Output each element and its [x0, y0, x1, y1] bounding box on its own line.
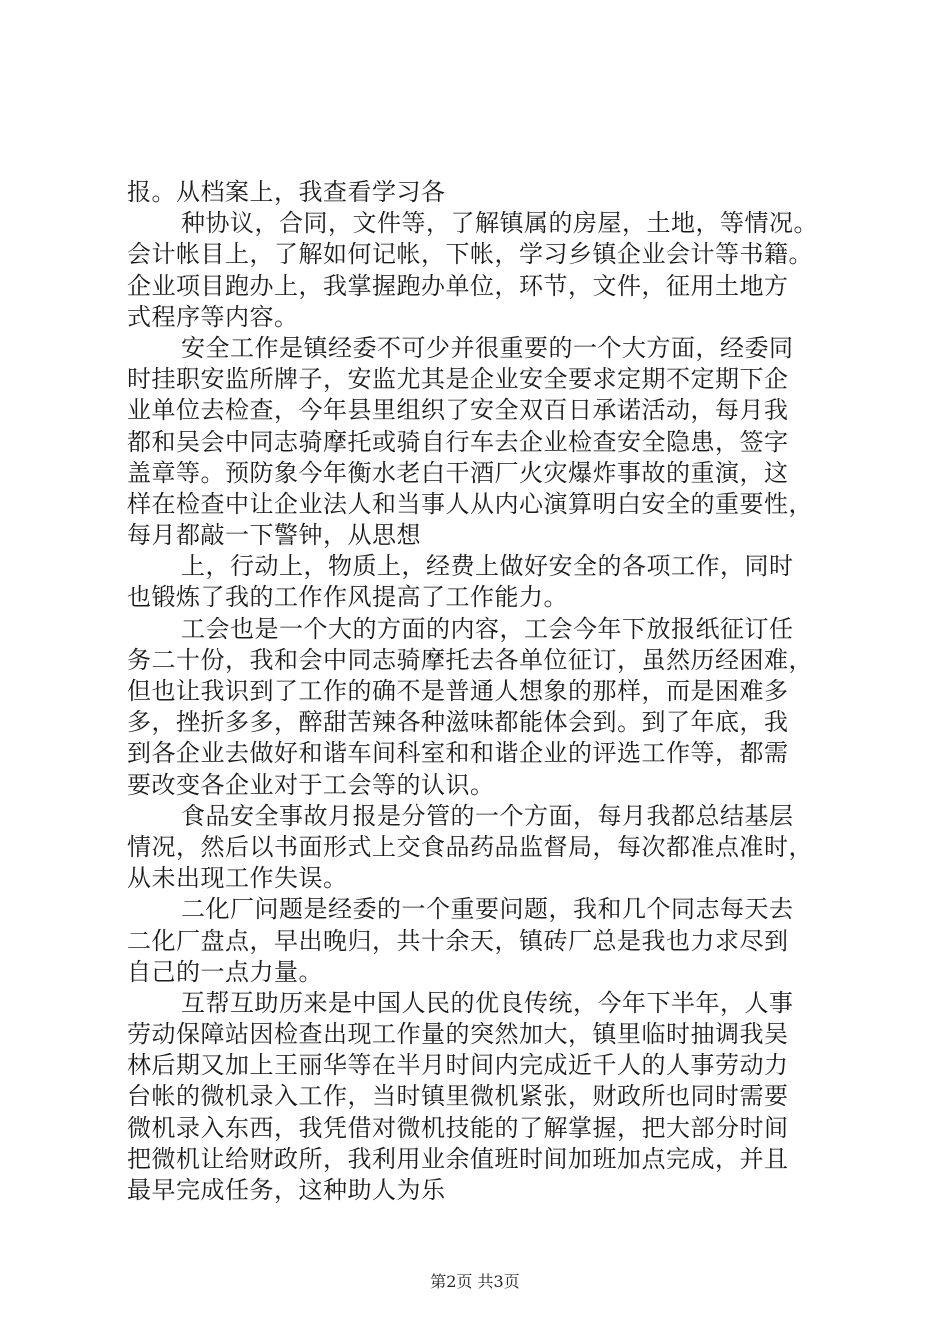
text-line: 上，行动上，物质上，经费上做好安全的各项工作，同时	[181, 552, 794, 581]
text-line: 微机录入东西，我凭借对微机技能的了解掌握，把大部分时间	[127, 1113, 789, 1142]
text-line: 食品安全事故月报是分管的一个方面，每月我都总结基层	[181, 801, 794, 830]
text-line: 工会也是一个大的方面的内容，工会今年下放报纸征订任	[181, 614, 794, 643]
text-line: 二化厂问题是经委的一个重要问题，我和几个同志每天去	[181, 895, 794, 924]
text-line: 多，挫折多多，醉甜苦辣各种滋味都能体会到。到了年底，我	[127, 708, 789, 737]
text-line: 自己的一点力量。	[127, 957, 323, 986]
text-line: 都和吴会中同志骑摩托或骑自行车去企业检查安全隐患，签字	[127, 427, 789, 456]
text-line: 种协议，合同，文件等，了解镇属的房屋，土地，等情况。	[181, 209, 818, 238]
text-line: 也锻炼了我的工作作风提高了工作能力。	[127, 583, 568, 612]
text-line: 到各企业去做好和谐车间科室和和谐企业的评选工作等，都需	[127, 739, 789, 768]
text-line: 企业项目跑办上，我掌握跑办单位，环节，文件，征用土地方	[127, 271, 789, 300]
text-line: 林后期又加上王丽华等在半月时间内完成近千人的人事劳动力	[127, 1051, 789, 1080]
text-line: 要改变各企业对于工会等的认识。	[127, 770, 495, 799]
document-body	[127, 177, 840, 1206]
text-line: 务二十份，我和会中同志骑摩托去各单位征订，虽然历经困难，	[127, 645, 813, 674]
text-line: 每月都敲一下警钟，从思想	[127, 521, 421, 550]
text-line: 业单位去检查，今年县里组织了安全双百日承诺活动，每月我	[127, 396, 789, 425]
text-line: 互帮互助历来是中国人民的优良传统，今年下半年，人事	[181, 988, 794, 1017]
text-line: 样在检查中让企业法人和当事人从内心演算明白安全的重要性，	[127, 489, 813, 518]
text-line: 从未出现工作失误。	[127, 864, 348, 893]
text-line: 安全工作是镇经委不可少并很重要的一个大方面，经委同	[181, 333, 794, 362]
text-line: 台帐的微机录入工作，当时镇里微机紧张，财政所也同时需要	[127, 1082, 789, 1111]
text-line: 情况，然后以书面形式上交食品药品监督局，每次都准点准时，	[127, 832, 813, 861]
page-footer: 第2页 共3页	[430, 1272, 520, 1291]
text-line: 时挂职安监所牌子，安监尤其是企业安全要求定期不定期下企	[127, 365, 789, 394]
text-line: 二化厂盘点，早出晚归，共十余天，镇砖厂总是我也力求尽到	[127, 926, 789, 955]
text-line: 报。从档案上，我查看学习各	[127, 178, 446, 206]
text-line: 把微机让给财政所，我利用业余值班时间加班加点完成，并且	[127, 1144, 789, 1173]
text-line: 盖章等。预防象今年衡水老白干酒厂火灾爆炸事故的重演，这	[127, 458, 789, 487]
text-line: 但也让我识到了工作的确不是普通人想象的那样，而是困难多	[127, 677, 789, 705]
text-line: 最早完成任务，这种助人为乐	[127, 1176, 446, 1204]
text-line: 式程序等内容。	[127, 302, 299, 331]
text-line: 劳动保障站因检查出现工作量的突然加大，镇里临时抽调我吴	[127, 1020, 789, 1049]
text-line: 会计帐目上，了解如何记帐，下帐，学习乡镇企业会计等书籍。	[127, 240, 813, 269]
